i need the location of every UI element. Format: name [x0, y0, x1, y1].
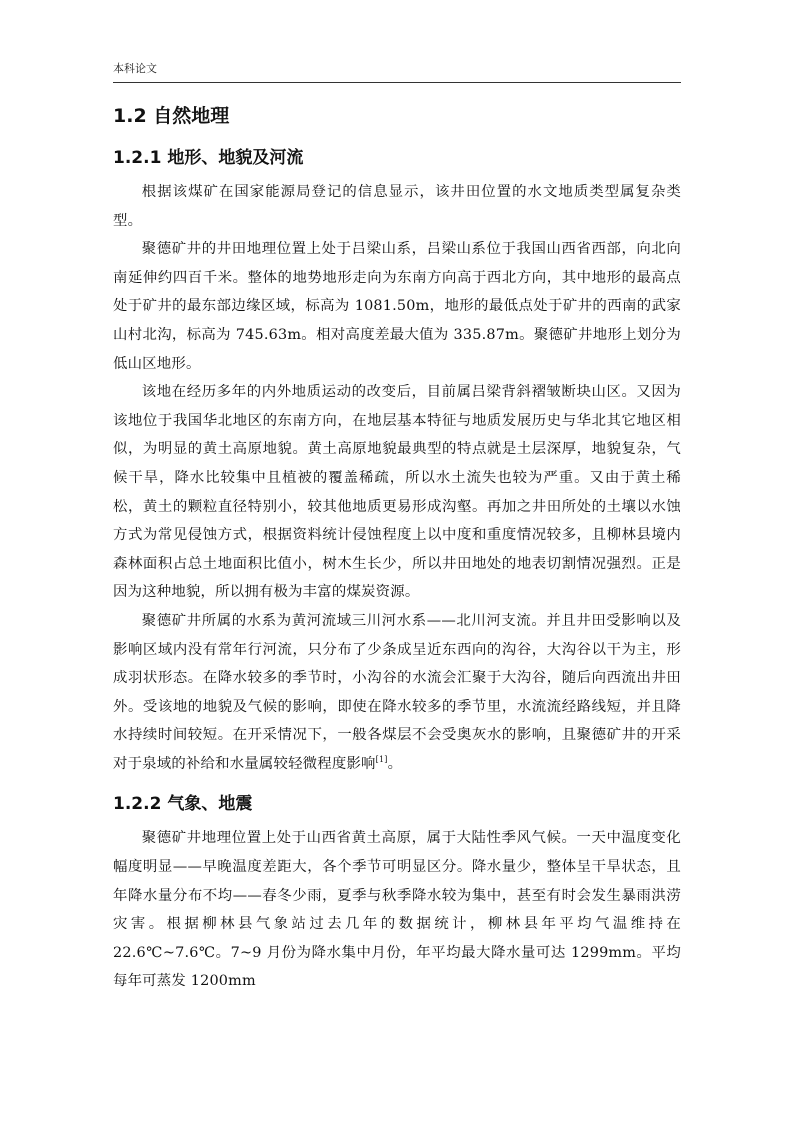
- section-heading: 1.2 自然地理: [113, 105, 230, 127]
- citation-ref: [1]: [375, 755, 388, 765]
- paragraph-rivers-end: 。: [387, 755, 403, 772]
- running-header: 本科论文: [113, 62, 157, 75]
- subsection-heading-terrain: 1.2.1 地形、地貌及河流: [113, 148, 304, 168]
- paragraph-hydrogeology-type: 根据该煤矿在国家能源局登记的信息显示，该井田位置的水文地质类型属复杂类型。: [113, 184, 681, 229]
- paragraph-climate: 聚德矿井地理位置上处于山西省黄土高原，属于大陆性季风气候。一天中温度变化幅度明显——早晚温度差距大，各个季节可明显区分。降水量少，整体呈干旱状态，且年降水量分布不均——春冬少雨，夏季与秋季降水较为集中，甚至有时会发生暴雨洪涝灾害。根据柳林县气象站过去几年的数据统计，柳林县年平均气温维持在 22.6℃~7.6℃。7~9 月份为降水集中月份，年平均最大降水量可达 1299mm。平均每年可蒸发 1200mm: [113, 830, 681, 990]
- header-divider: [113, 82, 681, 83]
- paragraph-terrain: 聚德矿井的井田地理位置上处于吕梁山系，吕梁山系位于我国山西省西部，向北向南延伸约四百千米。整体的地势地形走向为东南方向高于西北方向，其中地形的最高点处于矿井的最东部边缘区域，标高为 1081.50m，地形的最低点处于矿井的西南的武家山村北沟，标高为 745.63m。相对高度差最大值为 335.87m。聚德矿井地形上划分为低山区地形。: [113, 241, 681, 372]
- paragraph-rivers: [113, 607, 681, 779]
- paragraph-landform: 该地在经历多年的内外地质运动的改变后，目前属吕梁背斜褶皱断块山区。又因为该地位于我国华北地区的东南方向，在地层基本特征与地质发展历史与华北其它地区相似，为明显的黄土高原地貌。黄土高原地貌最典型的特点就是土层深厚，地貌复杂，气候干旱，降水比较集中且植被的覆盖稀疏，所以水土流失也较为严重。又由于黄土稀松，黄土的颗粒直径特别小，较其他地质更易形成沟壑。再加之井田所处的土壤以水蚀方式为常见侵蚀方式，根据资料统计侵蚀程度上以中度和重度情况较多，且柳林县境内森林面积占总土地面积比值小，树木生长少，所以井田地处的地表切割情况强烈。正是因为这种地貌，所以拥有极为丰富的煤炭资源。: [113, 384, 681, 601]
- subsection-heading-climate: 1.2.2 气象、地震: [113, 794, 253, 815]
- paragraph-rivers-text: 聚德矿井所属的水系为黄河流域三川河水系——北川河支流。并且井田受影响以及影响区域内没有常年行河流，只分布了少条成呈近东西向的沟谷，大沟谷以干为主，形成羽状形态。在降水较多的季节时，小沟谷的水流会汇聚于大沟谷，随后向西流出井田外。受该地的地貌及气候的影响，即使在降水较多的季节里，水流流经路线短，并且降水持续时间较短。在开采情况下，一般各煤层不会受奥灰水的影响，且聚德矿井的开采对于泉域的补给和水量属较轻微程度影响: [113, 612, 681, 772]
- page-content: [113, 100, 681, 996]
